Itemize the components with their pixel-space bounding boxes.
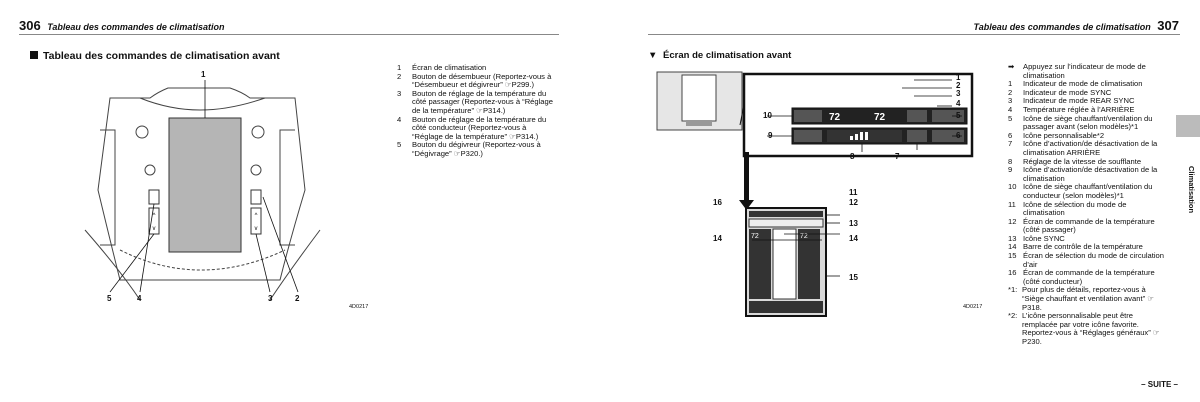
figure-code: 4D0217 bbox=[349, 304, 369, 310]
item-number: *2: bbox=[1008, 311, 1018, 321]
callout-13: 13 bbox=[849, 219, 858, 228]
figure-code: 4D0217 bbox=[963, 304, 983, 310]
right-page-header bbox=[974, 18, 1179, 33]
callout-14a: 14 bbox=[713, 234, 722, 243]
list-item bbox=[397, 141, 559, 158]
item-text: Indicateur de mode SYNC bbox=[1023, 87, 1112, 97]
callout-14b: 14 bbox=[849, 234, 858, 243]
item-number: 14 bbox=[1008, 242, 1017, 252]
list-item bbox=[1008, 201, 1164, 218]
list-item bbox=[1008, 312, 1164, 346]
item-text: Barre de contrôle de la température bbox=[1023, 242, 1143, 252]
list-item bbox=[1008, 269, 1164, 286]
right-items bbox=[1008, 80, 1164, 286]
svg-text:v: v bbox=[152, 226, 156, 232]
panel-temp-readout: 72 bbox=[751, 233, 759, 240]
item-number: 11 bbox=[1008, 199, 1016, 209]
item-text: Bouton du dégivreur (Reportez-vous à “Dégivrage” ☞P320.) bbox=[412, 140, 541, 158]
callout-4: 4 bbox=[137, 294, 142, 303]
svg-text:v: v bbox=[254, 226, 258, 232]
item-number: 7 bbox=[1008, 139, 1013, 149]
callout-9: 9 bbox=[768, 131, 773, 140]
screen-temp-readout: 72 bbox=[874, 112, 886, 123]
header-rule bbox=[648, 34, 1180, 35]
list-item bbox=[1008, 218, 1164, 235]
item-number: 6 bbox=[1008, 130, 1013, 140]
list-item bbox=[397, 116, 559, 142]
item-text: Température réglée à l’ARRIÈRE bbox=[1023, 104, 1135, 114]
demister-button-illustration bbox=[251, 190, 261, 204]
item-number: 8 bbox=[1008, 156, 1013, 166]
item-text: Pour plus de détails, reportez-vous à “Siège chauffant et ventilation avant” ☞P318. bbox=[1022, 285, 1155, 312]
item-text: L’icône personnalisable peut être remplacée par votre icône favorite. Reportez-vous à “Réglages généraux” ☞P230. bbox=[1022, 311, 1160, 346]
item-text: Icône de siège chauffant/ventilation du passager avant (selon modèles)*1 bbox=[1023, 113, 1153, 132]
list-item bbox=[397, 90, 559, 116]
item-text: Écran de sélection du mode de circulation d’air bbox=[1023, 251, 1164, 269]
square-bullet-icon bbox=[30, 51, 38, 59]
arrow-right-icon: ➡ bbox=[1008, 62, 1015, 71]
callout-16: 16 bbox=[713, 198, 722, 207]
item-number: 10 bbox=[1008, 182, 1017, 192]
screen-temp-readout: 72 bbox=[829, 112, 841, 123]
callout-1: 1 bbox=[956, 73, 961, 82]
item-text: Écran de commande de la température (côté passager) bbox=[1023, 216, 1155, 235]
item-text: Icône d’activation/de désactivation de la climatisation ARRIÈRE bbox=[1023, 139, 1158, 157]
header-rule bbox=[19, 34, 559, 35]
item-number: 9 bbox=[1008, 165, 1013, 175]
callout-15: 15 bbox=[849, 273, 858, 282]
item-text: Icône de siège chauffant/ventilation du conducteur (selon modèles)*1 bbox=[1023, 182, 1153, 200]
list-item bbox=[1008, 115, 1164, 132]
callout-4: 4 bbox=[956, 99, 961, 108]
triangle-bullet-icon: ▼ bbox=[648, 50, 658, 61]
callout-5: 5 bbox=[107, 294, 112, 303]
center-console-illustration bbox=[80, 70, 330, 310]
callout-11: 11 bbox=[849, 188, 858, 197]
right-page bbox=[600, 0, 1200, 402]
item-number: 1 bbox=[397, 63, 402, 72]
continued-label: – SUITE – bbox=[1141, 380, 1178, 389]
left-page-header bbox=[19, 18, 224, 33]
item-text: Icône SYNC bbox=[1023, 233, 1065, 243]
item-number: 1 bbox=[1008, 79, 1013, 89]
item-number: *1: bbox=[1008, 285, 1018, 295]
item-text: Réglage de la vitesse de soufflante bbox=[1023, 156, 1142, 166]
item-number: 2 bbox=[1008, 87, 1013, 97]
callout-12: 12 bbox=[849, 198, 858, 207]
section-title: Tableau des commandes de climatisation avant bbox=[30, 50, 280, 62]
callout-7: 7 bbox=[895, 152, 900, 161]
defroster-button-illustration bbox=[149, 190, 159, 204]
climate-screen-illustration bbox=[652, 70, 982, 320]
list-item bbox=[1008, 140, 1164, 157]
item-number: 4 bbox=[397, 114, 402, 124]
item-text: Icône de sélection du mode de climatisation bbox=[1023, 199, 1127, 218]
item-number: 5 bbox=[397, 140, 402, 150]
item-number: 5 bbox=[1008, 113, 1013, 123]
list-item bbox=[1008, 183, 1164, 200]
item-text: Icône d’activation/de désactivation de la climatisation bbox=[1023, 165, 1158, 183]
item-number: 3 bbox=[1008, 96, 1013, 106]
item-number: 3 bbox=[397, 88, 402, 98]
list-item bbox=[397, 73, 559, 90]
callout-6: 6 bbox=[956, 131, 961, 140]
running-title: Tableau des commandes de climatisation bbox=[973, 22, 1151, 32]
intro-row: ➡ Appuyez sur l’indicateur de mode de climatisation bbox=[1008, 62, 1146, 80]
section-title: ▼ Écran de climatisation avant bbox=[648, 50, 792, 61]
list-item bbox=[1008, 286, 1164, 312]
item-text: Indicateur de mode REAR SYNC bbox=[1023, 96, 1135, 106]
callout-5: 5 bbox=[956, 111, 961, 120]
callout-2: 2 bbox=[956, 81, 961, 90]
item-text: Bouton de désembueur (Reportez-vous à “Désembueur et dégivreur” ☞P299.) bbox=[412, 71, 552, 90]
svg-text:^: ^ bbox=[254, 213, 258, 219]
item-number: 13 bbox=[1008, 233, 1017, 243]
callout-10: 10 bbox=[763, 111, 772, 120]
item-number: 4 bbox=[1008, 104, 1013, 114]
left-item-list bbox=[397, 64, 559, 159]
callout-8: 8 bbox=[850, 152, 855, 161]
item-text: Écran de climatisation bbox=[412, 63, 487, 72]
callout-1: 1 bbox=[201, 70, 206, 79]
list-item bbox=[1008, 252, 1164, 269]
side-tab-marker bbox=[1176, 115, 1200, 137]
callout-2: 2 bbox=[295, 294, 300, 303]
callout-3: 3 bbox=[268, 294, 273, 303]
running-title: Tableau des commandes de climatisation bbox=[47, 22, 225, 32]
footnotes bbox=[1008, 286, 1164, 346]
right-item-list bbox=[1008, 63, 1164, 347]
item-number: 12 bbox=[1008, 216, 1017, 226]
list-item bbox=[1008, 166, 1164, 183]
item-number: 16 bbox=[1008, 268, 1017, 278]
panel-temp-readout: 72 bbox=[800, 233, 808, 240]
item-text: Bouton de réglage de la température du côté passager (Reportez-vous à “Réglage de la température” ☞P314.) bbox=[412, 88, 553, 115]
item-number: 2 bbox=[397, 71, 402, 81]
svg-text:^: ^ bbox=[152, 213, 156, 219]
item-text: Icône personnalisable*2 bbox=[1023, 130, 1105, 140]
item-text: Bouton de réglage de la température du côté conducteur (Reportez-vous à “Réglage de la température” ☞P314.) bbox=[412, 114, 547, 141]
callout-3: 3 bbox=[956, 89, 961, 98]
page-number: 307 bbox=[1157, 18, 1179, 33]
side-tab-label: Climatisation bbox=[1187, 166, 1196, 214]
page-number: 306 bbox=[19, 18, 41, 33]
item-text: Indicateur de mode de climatisation bbox=[1023, 79, 1143, 89]
item-number: 15 bbox=[1008, 251, 1017, 261]
item-text: Écran de commande de la température (côté conducteur) bbox=[1023, 268, 1155, 286]
